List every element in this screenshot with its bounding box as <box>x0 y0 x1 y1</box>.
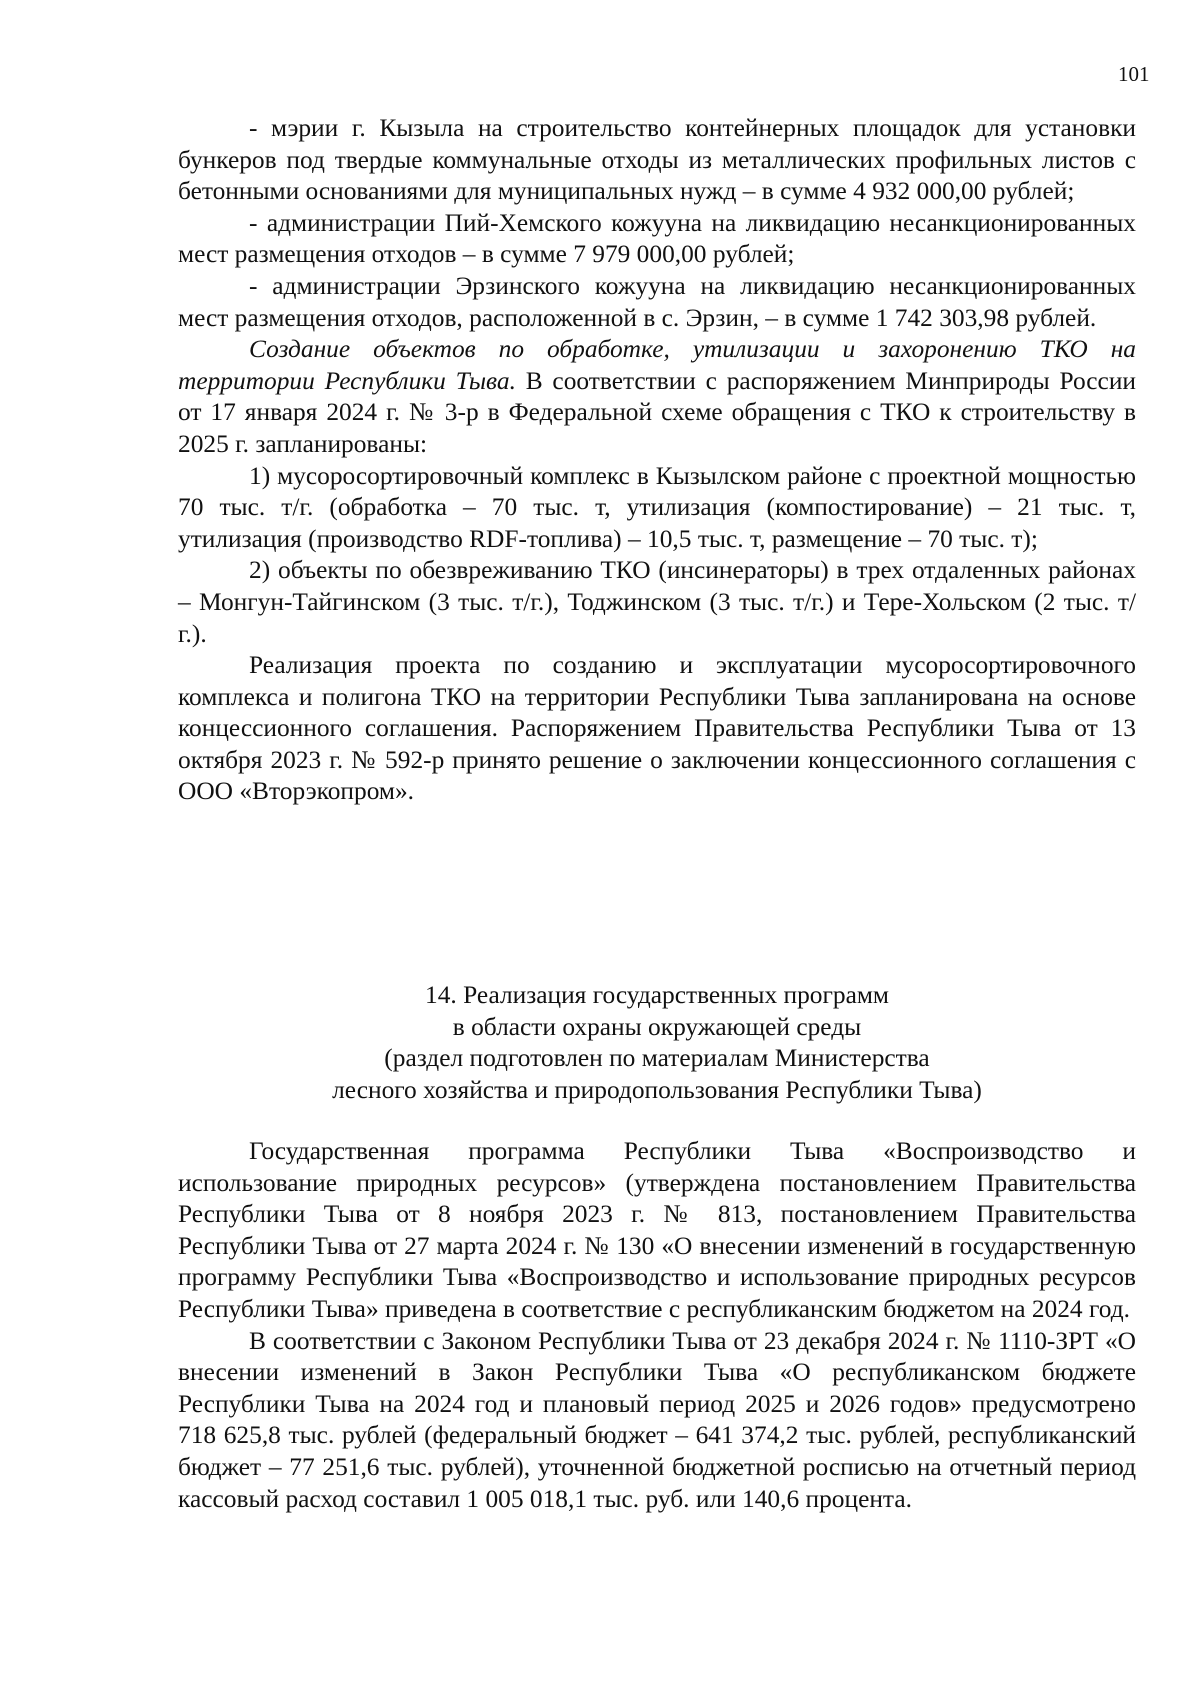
section-heading-line-2: в области охраны окружающей среды <box>452 1012 862 1041</box>
paragraph-tko-facilities <box>178 334 1136 460</box>
list-item-sorting-complex: 1) мусоросортировочный комплекс в Кызылском районе с проектной мощностью 70 тыс. т/г. (обработка – 70 тыс. т, утилизация (компостирование) – 21 тыс. т, утилизация (производство RDF-топлива) – 10,5 тыс. т, размещение – 70 тыс. т); <box>178 461 1136 553</box>
paragraph-concession: Реализация проекта по созданию и эксплуатации мусоросортировочного комплекса и полигона ТКО на территории Республики Тыва запланирована на основе концессионного соглашения. Распоряжением Правительства Республики Тыва от 13 октября 2023 г. № 592-р принято решение о заключении концессионного соглашения с ООО «Вторэкопром». <box>178 651 1136 806</box>
section-heading-line-4: лесного хозяйства и природопользования Республики Тыва) <box>332 1075 982 1104</box>
paragraph-kyzyl-mayor: - мэрии г. Кызыла на строительство контейнерных площадок для установки бункеров под твердые коммунальные отходы из металлических профильных листов с бетонными основаниями для муниципальных нужд – в сумме 4 932 000,00 рублей; <box>178 114 1136 206</box>
section-heading-line-3: (раздел подготовлен по материалам Министерства <box>384 1044 930 1073</box>
body-text-lower <box>178 1136 1136 1515</box>
list-item-incinerators: 2) объекты по обезвреживанию ТКО (инсинераторы) в трех отдаленных районах – Монгун-Тайгинском (3 тыс. т/г.), Тоджинском (3 тыс. т/г.) и Тере-Хольском (2 тыс. т/г.). <box>178 556 1136 648</box>
paragraph-tko-facilities-text: В соответствии с распоряжением Минприроды России от 17 января 2024 г. № 3-р в Федеральной схеме обращения с ТКО к строительству в 2025 г. запланированы: <box>178 366 1136 458</box>
section-heading-line-1: 14. Реализация государственных программ <box>425 981 889 1009</box>
section-heading <box>178 980 1136 1106</box>
paragraph-piy-khem: - администрации Пий-Хемского кожууна на ликвидацию несанкционированных мест размещения отходов – в сумме 7 979 000,00 рублей; <box>178 208 1136 269</box>
paragraph-tko-facilities-title: Создание объектов по обработке, утилизации и захоронению ТКО на территории Республики Тыва. <box>178 335 1136 395</box>
body-text-upper <box>178 113 1136 808</box>
paragraph-erzin: - администрации Эрзинского кожууна на ликвидацию несанкционированных мест размещения отходов, расположенной в с. Эрзин, – в сумме 1 742 303,98 рублей. <box>178 271 1136 332</box>
page-number: 101 <box>1118 62 1150 86</box>
paragraph-budget-law: В соответствии с Законом Республики Тыва от 23 декабря 2024 г. № 1110-ЗРТ «О внесении изменений в Закон Республики Тыва «О республиканском бюджете Республики Тыва на 2024 год и плановый период 2025 и 2026 годов» предусмотрено 718 625,8 тыс. рублей (федеральный бюджет – 641 374,2 тыс. рублей, республиканский бюджет – 77 251,6 тыс. рублей), уточненной бюджетной росписью на отчетный период кассовый расход составил 1 005 018,1 тыс. руб. или 140,6 процента. <box>178 1326 1136 1513</box>
paragraph-state-program: Государственная программа Республики Тыва «Воспроизводство и использование природных ресурсов» (утверждена постановлением Правительства Республики Тыва от 8 ноября 2023 г. № 813, постановлением Правительства Республики Тыва от 27 марта 2024 г. № 130 «О внесении изменений в государственную программу Республики Тыва «Воспроизводство и использование природных ресурсов Республики Тыва» приведена в соответствие с республиканским бюджетом на 2024 год. <box>178 1137 1136 1323</box>
